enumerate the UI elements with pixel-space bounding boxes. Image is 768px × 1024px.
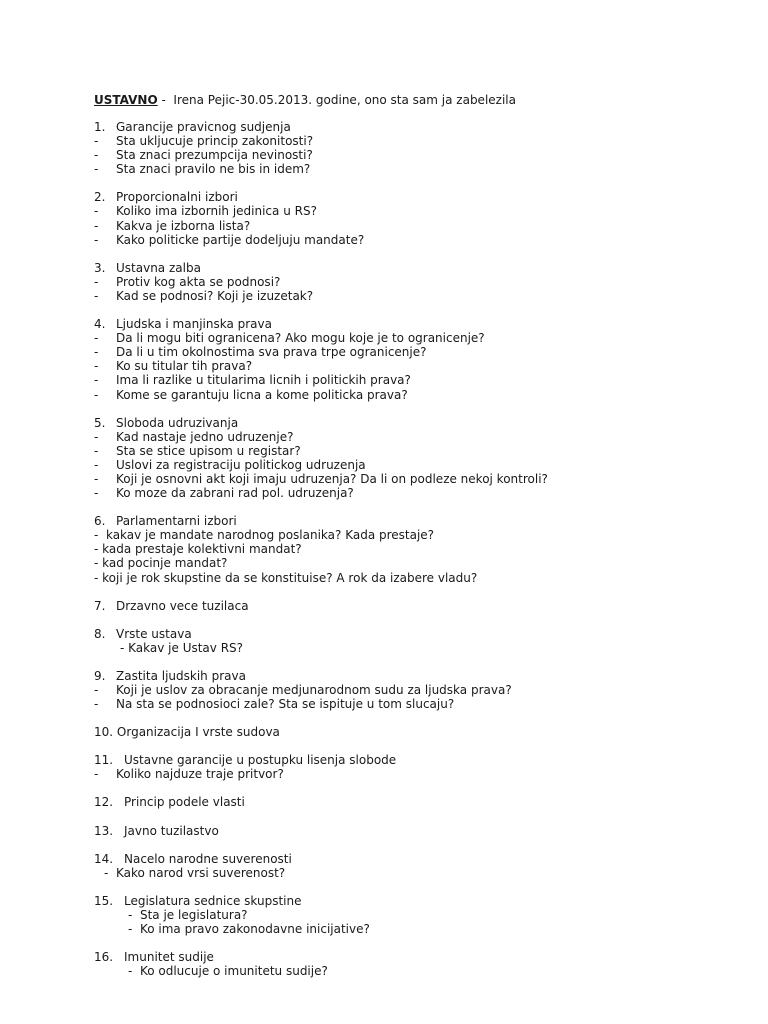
- list-item: [94, 162, 734, 176]
- list-item-text: Koliko ima izbornih jedinica u RS?: [116, 204, 317, 219]
- bullet-dash: -: [94, 218, 99, 233]
- list-item: [94, 458, 734, 472]
- question-section: [94, 599, 734, 613]
- list-item-text: Ima li razlike u titularima licnih i politickih prava?: [116, 373, 411, 388]
- section-title: Vrste ustava: [116, 626, 192, 641]
- list-item-text: Kako politicke partije dodeljuju mandate?: [116, 232, 365, 247]
- section-title: Proporcionalni izbori: [116, 190, 238, 205]
- section-number: 1.: [94, 120, 106, 134]
- list-item: [94, 134, 734, 148]
- bullet-dash: -: [94, 148, 99, 163]
- section-number: 7.: [94, 598, 106, 613]
- question-section: [94, 261, 734, 303]
- list-item-text: - kad pocinje mandat?: [94, 556, 228, 571]
- section-heading: [94, 753, 734, 767]
- list-item-text: Kad se podnosi? Koji je izuzetak?: [116, 288, 314, 303]
- list-item: [94, 571, 734, 585]
- list-item-text: Sta znaci prezumpcija nevinosti?: [116, 148, 313, 163]
- section-title: Princip podele vlasti: [124, 795, 245, 810]
- list-item: [94, 204, 734, 218]
- list-item: [94, 331, 734, 345]
- section-number: 15.: [94, 893, 114, 908]
- section-title: Organizacija I vrste sudova: [116, 725, 280, 740]
- list-item: [94, 922, 734, 936]
- section-number: 3.: [94, 260, 106, 275]
- list-item: [94, 542, 734, 556]
- document-title: [94, 92, 734, 108]
- section-number: 9.: [94, 668, 106, 683]
- list-item: [94, 767, 734, 781]
- bullet-dash: -: [94, 429, 99, 444]
- question-section: [94, 514, 734, 584]
- list-item-text: Protiv kog akta se podnosi?: [116, 274, 281, 289]
- list-item-text: Sta znaci pravilo ne bis in idem?: [116, 162, 311, 177]
- section-title: Legislatura sednice skupstine: [124, 893, 302, 908]
- list-item-text: - kakav je mandate narodnog poslanika? Kada prestaje?: [94, 528, 435, 543]
- section-title: Parlamentarni izbori: [116, 514, 237, 529]
- list-item: [94, 233, 734, 247]
- list-item-text: - kada prestaje kolektivni mandat?: [94, 542, 302, 557]
- bullet-dash: -: [94, 162, 99, 177]
- question-section: [94, 669, 734, 711]
- list-item: [94, 683, 734, 697]
- section-number: 5.: [94, 415, 106, 430]
- section-heading: [94, 669, 734, 683]
- title-subtitle: - Irena Pejic-30.05.2013. godine, ono sta sam ja zabelezila: [157, 93, 516, 107]
- list-item-text: - Sta je legislatura?: [128, 907, 248, 922]
- list-item-text: - Kako narod vrsi suverenost?: [104, 865, 286, 880]
- list-item: [94, 697, 734, 711]
- list-item: [94, 908, 734, 922]
- section-title: Javno tuzilastvo: [124, 823, 219, 838]
- bullet-dash: -: [94, 345, 99, 360]
- list-item-text: - Kakav je Ustav RS?: [120, 640, 244, 655]
- list-item-text: - koji je rok skupstine da se konstituise? A rok da izabere vladu?: [94, 570, 478, 585]
- question-section: [94, 795, 734, 809]
- list-item: [94, 866, 734, 880]
- section-number: 8.: [94, 626, 106, 641]
- section-number: 16.: [94, 950, 114, 965]
- section-title: Nacelo narodne suverenosti: [124, 851, 292, 866]
- section-number: 6.: [94, 514, 106, 529]
- section-heading: [94, 725, 734, 739]
- question-section: [94, 894, 734, 936]
- section-number: 11.: [94, 753, 114, 768]
- list-item: [94, 388, 734, 402]
- list-item: [94, 373, 734, 387]
- question-section: [94, 627, 734, 655]
- bullet-dash: -: [94, 457, 99, 472]
- section-number: 2.: [94, 190, 106, 205]
- list-item-text: Da li mogu biti ogranicena? Ako mogu koje je to ogranicenje?: [116, 331, 485, 346]
- list-item-text: Kad nastaje jedno udruzenje?: [116, 429, 294, 444]
- section-heading: [94, 317, 734, 331]
- section-number: 12.: [94, 795, 114, 810]
- list-item-text: Ko su titular tih prava?: [116, 359, 253, 374]
- list-item: [94, 964, 734, 978]
- question-section: [94, 416, 734, 501]
- section-number: 14.: [94, 851, 114, 866]
- list-item: [94, 289, 734, 303]
- section-number: 13.: [94, 823, 114, 838]
- question-section: [94, 852, 734, 880]
- list-item: [94, 275, 734, 289]
- section-title: Ustavna zalba: [116, 260, 201, 275]
- section-heading: [94, 852, 734, 866]
- list-item-text: Uslovi za registraciju politickog udruzenja: [116, 457, 366, 472]
- section-title: Drzavno vece tuzilaca: [116, 598, 249, 613]
- bullet-dash: -: [94, 697, 99, 712]
- section-heading: [94, 261, 734, 275]
- list-item-text: Kakva je izborna lista?: [116, 218, 251, 233]
- bullet-dash: -: [94, 387, 99, 402]
- list-item-text: Da li u tim okolnostima sva prava trpe ogranicenje?: [116, 345, 427, 360]
- bullet-dash: -: [94, 767, 99, 782]
- section-title: Ustavne garancije u postupku lisenja slobode: [124, 753, 397, 768]
- list-item-text: Koji je osnovni akt koji imaju udruzenja? Da li on podleze nekoj kontroli?: [116, 471, 548, 486]
- question-section: [94, 950, 734, 978]
- list-item-text: Sta se stice upisom u registar?: [116, 443, 301, 458]
- list-item: [94, 430, 734, 444]
- bullet-dash: -: [94, 683, 99, 697]
- list-item-text: Kome se garantuju licna a kome politicka prava?: [116, 387, 408, 402]
- bullet-dash: -: [94, 288, 99, 303]
- list-item: [94, 528, 734, 542]
- bullet-dash: -: [94, 486, 99, 501]
- section-heading: [94, 120, 734, 134]
- bullet-dash: -: [94, 232, 99, 247]
- section-heading: [94, 894, 734, 908]
- bullet-dash: -: [94, 204, 99, 219]
- list-item: [94, 556, 734, 570]
- section-heading: [94, 514, 734, 528]
- list-item-text: - Ko odlucuje o imunitetu sudije?: [128, 964, 328, 979]
- list-item: [94, 444, 734, 458]
- bullet-dash: -: [94, 274, 99, 289]
- section-heading: [94, 599, 734, 613]
- section-heading: [94, 190, 734, 204]
- list-item-text: Sta ukljucuje princip zakonitosti?: [116, 134, 314, 149]
- section-number: 4.: [94, 317, 106, 332]
- list-item-text: Ko moze da zabrani rad pol. udruzenja?: [116, 486, 354, 501]
- question-section: [94, 725, 734, 739]
- list-item: [94, 486, 734, 500]
- list-item: [94, 148, 734, 162]
- document-body: [94, 92, 734, 992]
- section-heading: [94, 824, 734, 838]
- list-item: [94, 359, 734, 373]
- question-section: [94, 824, 734, 838]
- bullet-dash: -: [94, 134, 99, 149]
- section-title: Zastita ljudskih prava: [116, 668, 246, 683]
- bullet-dash: -: [94, 443, 99, 458]
- list-item: [94, 472, 734, 486]
- question-section: [94, 317, 734, 402]
- section-title: Garancije pravicnog sudjenja: [116, 120, 291, 134]
- question-section: [94, 190, 734, 246]
- list-item-text: Koji je uslov za obracanje medjunarodnom sudu za ljudska prava?: [116, 683, 512, 697]
- bullet-dash: -: [94, 359, 99, 374]
- list-item: [94, 219, 734, 233]
- section-heading: [94, 950, 734, 964]
- question-section: [94, 120, 734, 176]
- title-label: USTAVNO: [94, 93, 158, 107]
- list-item-text: Na sta se podnosioci zale? Sta se ispituje u tom slucaju?: [116, 697, 455, 712]
- section-heading: [94, 627, 734, 641]
- list-item-text: Koliko najduze traje pritvor?: [116, 767, 284, 782]
- question-section: [94, 753, 734, 781]
- list-item-text: - Ko ima pravo zakonodavne inicijative?: [128, 922, 370, 937]
- section-heading: [94, 795, 734, 809]
- bullet-dash: -: [94, 471, 99, 486]
- list-item: [94, 345, 734, 359]
- section-title: Imunitet sudije: [124, 950, 214, 965]
- bullet-dash: -: [94, 373, 99, 388]
- section-number: 10.: [94, 725, 114, 740]
- bullet-dash: -: [94, 331, 99, 346]
- section-heading: [94, 416, 734, 430]
- section-title: Sloboda udruzivanja: [116, 415, 239, 430]
- section-title: Ljudska i manjinska prava: [116, 317, 272, 332]
- list-item: [94, 641, 734, 655]
